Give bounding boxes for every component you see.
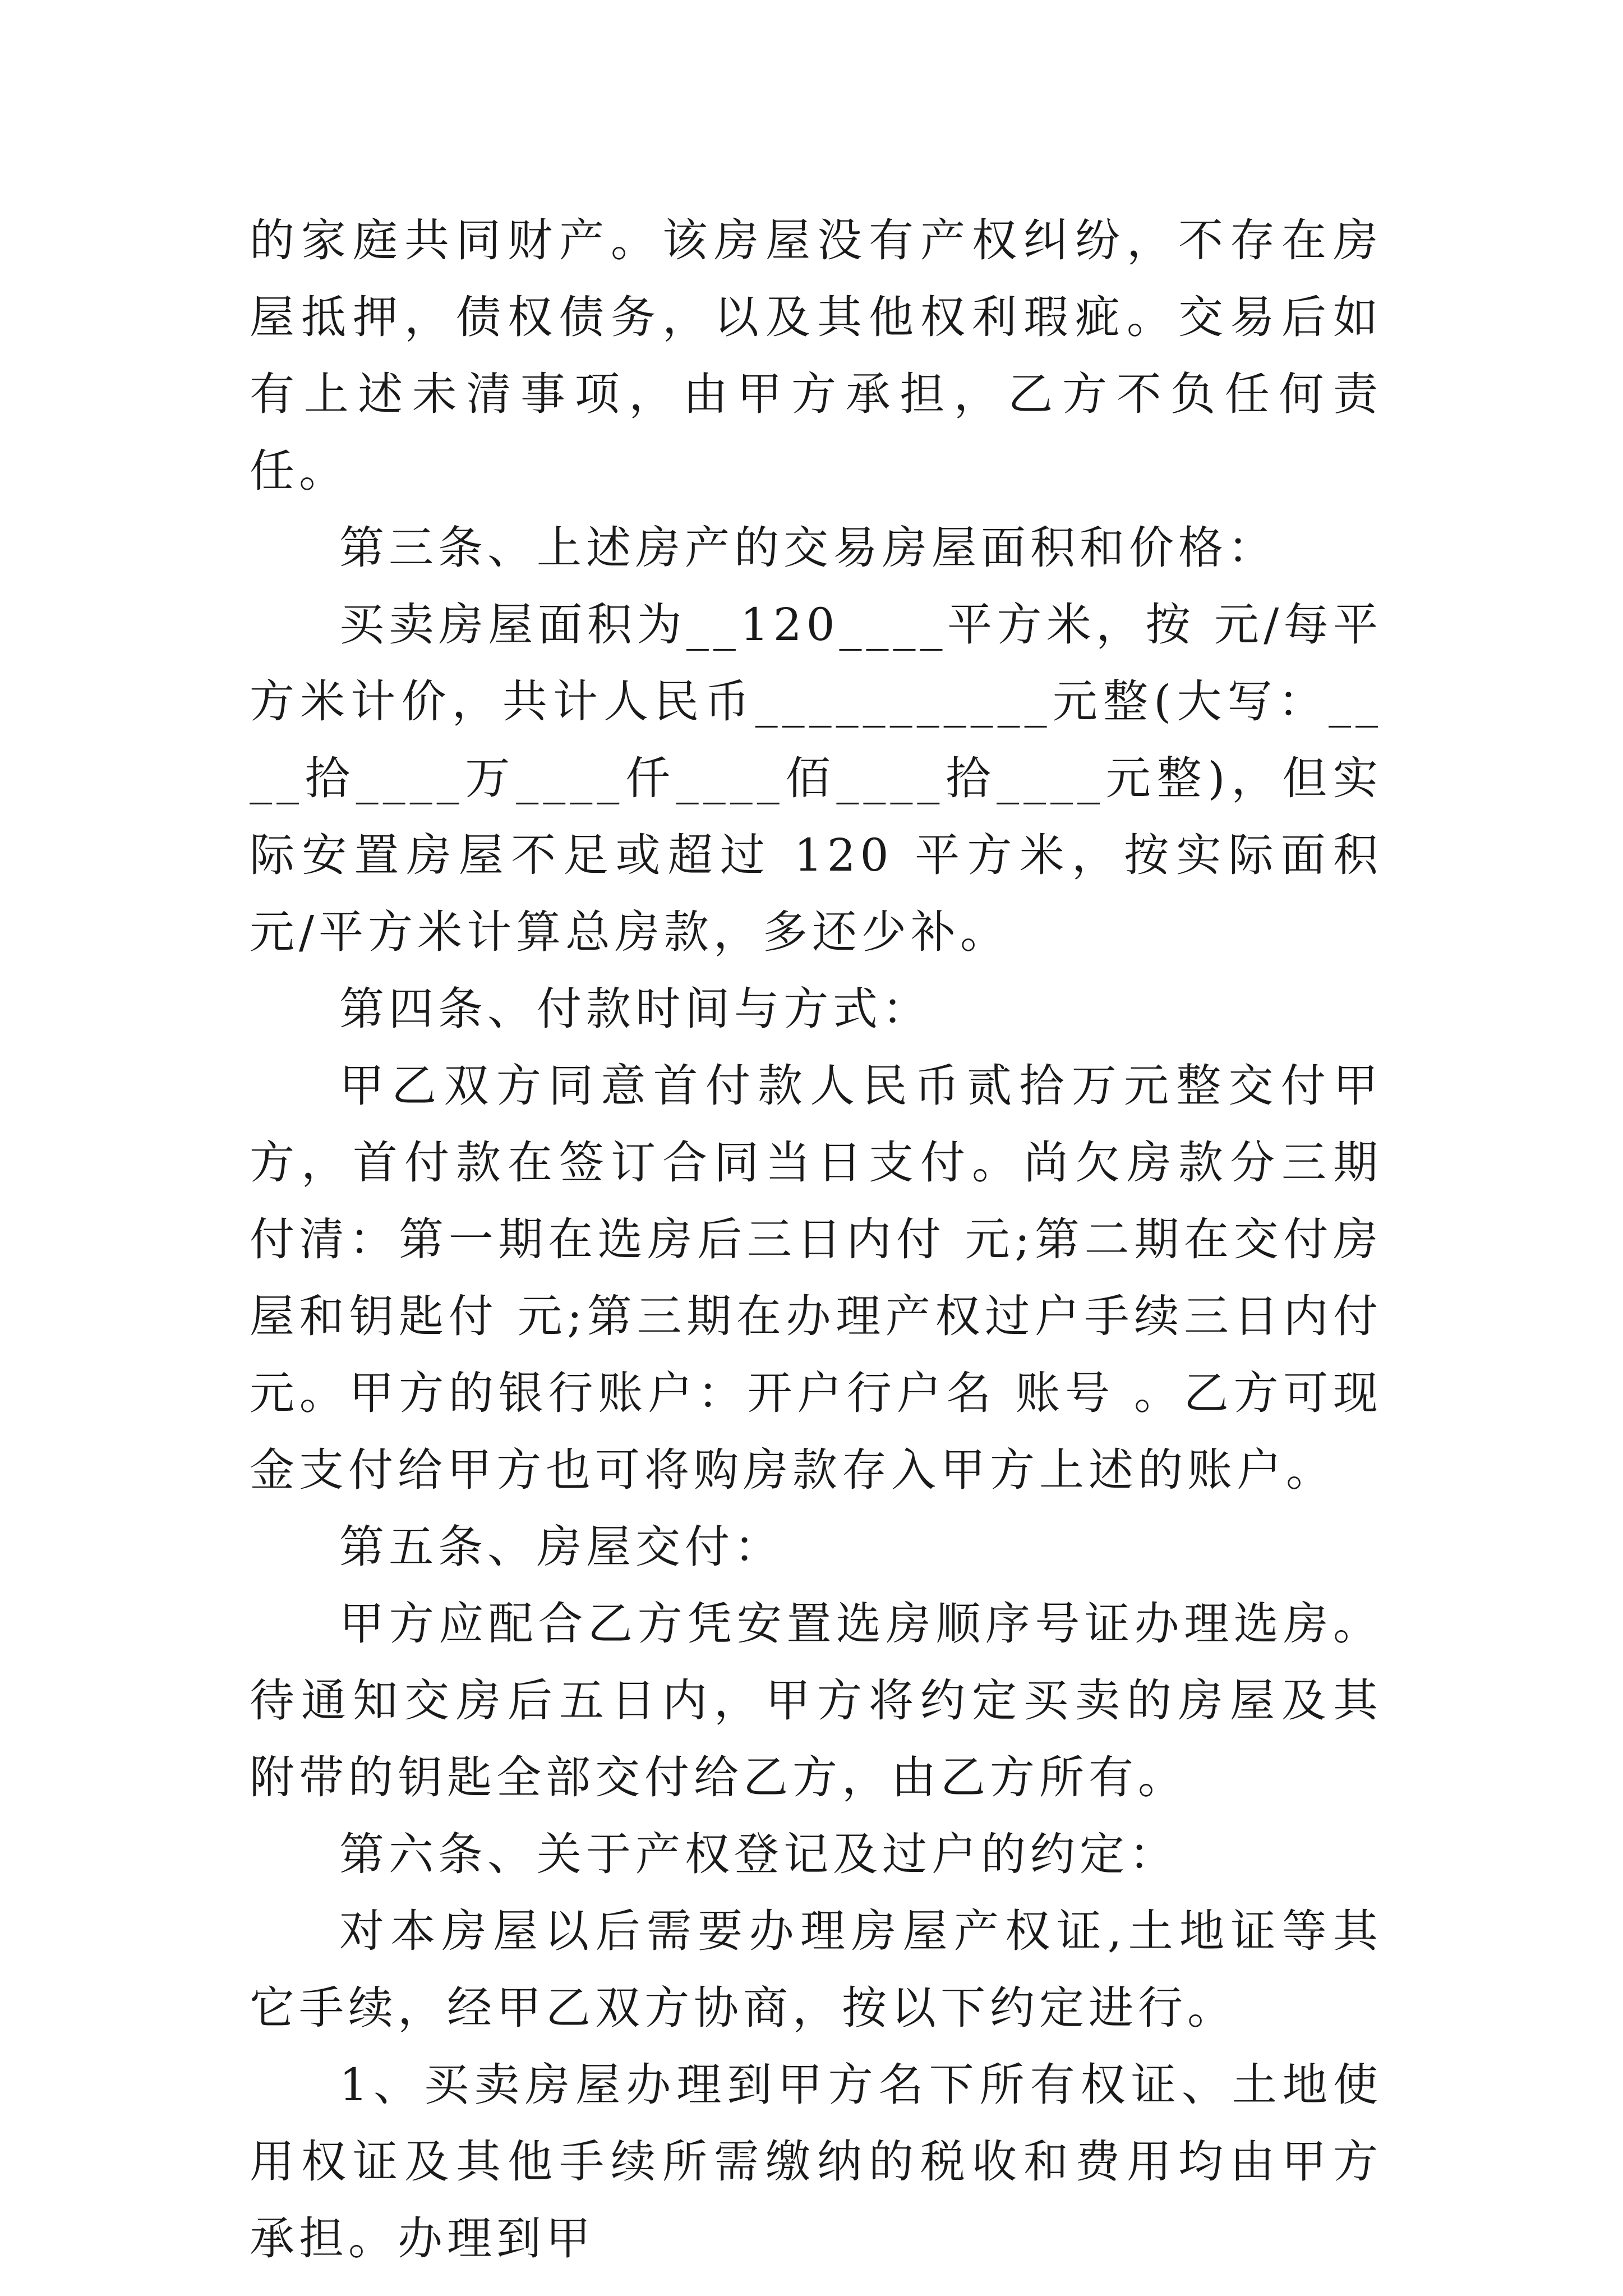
article-4-payment: 甲乙双方同意首付款人民币贰拾万元整交付甲方，首付款在签订合同当日支付。尚欠房款分三期付清：第一期在选房后三日内付 元;第二期在交付房屋和钥匙付 元;第三期在办理产权过户手续三日内付 元。甲方的银行账户：开户行户名 账号 。乙方可现金支付给甲方也可将购房款存入甲方上述的账户。 [250,1060,1382,1496]
article-6-item-1: 1、买卖房屋办理到甲方名下所有权证、土地使用权证及其他手续所需缴纳的税收和费用均由甲方承担。办理到甲 [250,2059,1382,2265]
article-5-delivery: 甲方应配合乙方凭安置选房顺序号证办理选房。待通知交房后五日内，甲方将约定买卖的房屋及其附带的钥匙全部交付给乙方，由乙方所有。 [250,1598,1382,1803]
article-5-heading: 第五条、房屋交付： [339,1521,783,1573]
article-4-heading: 第四条、付款时间与方式： [339,983,932,1035]
article-6-heading: 第六条、关于产权登记及过户的约定： [339,1828,1178,1880]
article-3-area-price: 买卖房屋面积为__120____平方米，按 元/每平方米计价，共计人民币___________元整(大写：____拾____万____仟____佰____拾____元整)，但实际安置房屋不足或超过 120 平方米，按实际面积 元/平方米计算总房款，多还少补。 [250,599,1382,958]
contract-body [250,202,1382,2277]
article-3-heading: 第三条、上述房产的交易房屋面积和价格： [339,522,1277,574]
paragraph-continued-ownership: 的家庭共同财产。该房屋没有产权纠纷，不存在房屋抵押，债权债务，以及其他权利瑕疵。交易后如有上述未清事项，由甲方承担，乙方不负任何责任。 [250,214,1382,497]
article-6-agreement: 对本房屋以后需要办理房屋产权证,土地证等其它手续，经甲乙双方协商，按以下约定进行。 [250,1905,1382,2034]
